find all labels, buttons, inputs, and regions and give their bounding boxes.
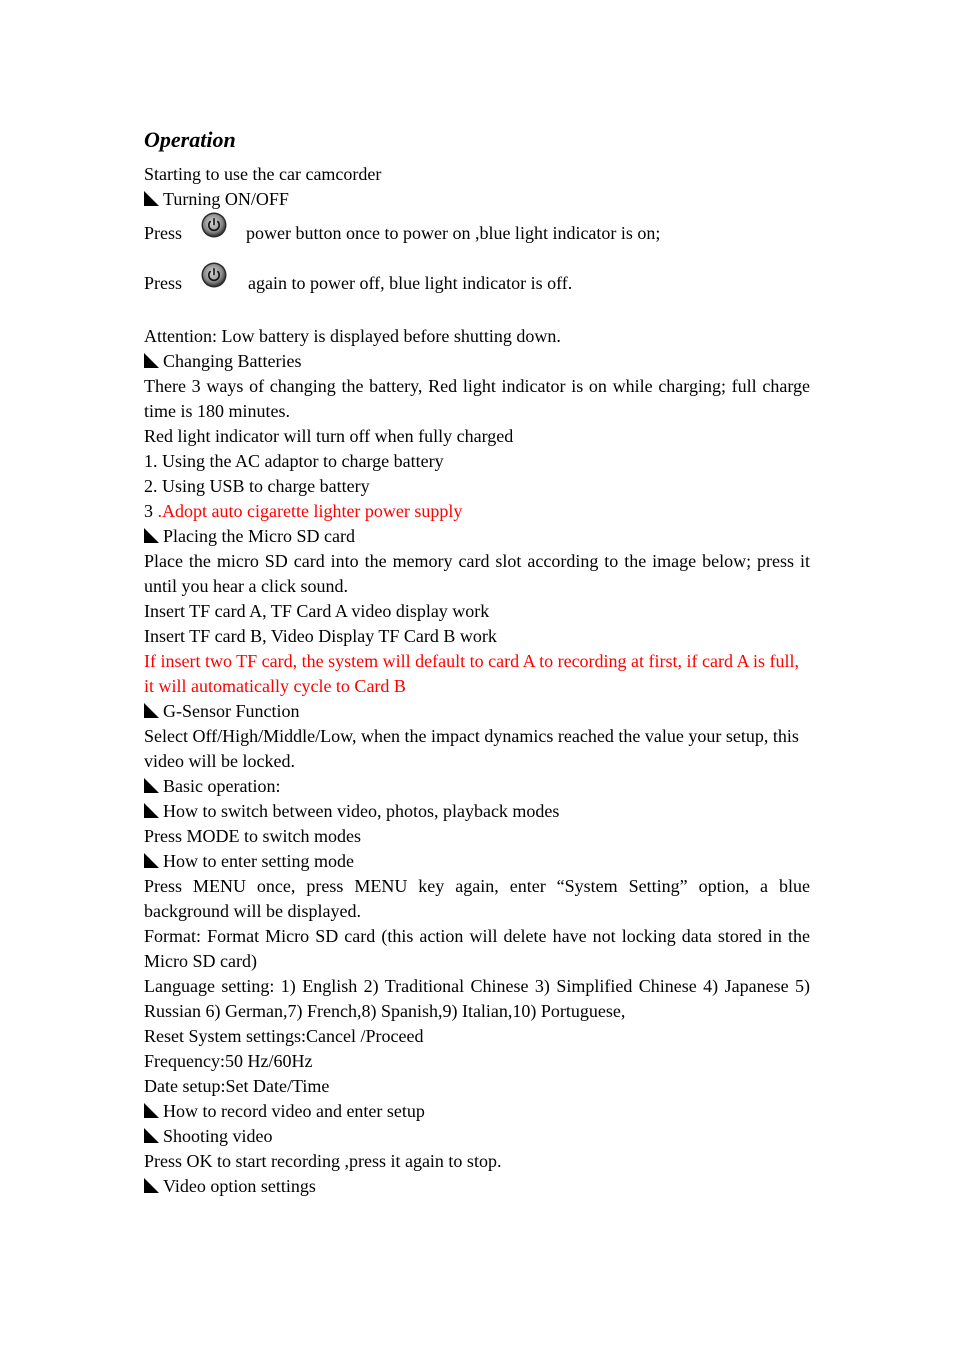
subsection-title: Turning ON/OFF [163, 189, 289, 209]
subsection-g-sensor [144, 699, 810, 724]
subsection-turning-on-off [144, 187, 810, 212]
paragraph: There 3 ways of changing the battery, Red light indicator is on while charging; full charge time is 180 minutes. [144, 376, 810, 421]
subsection-video-options [144, 1174, 810, 1199]
power-button-icon [201, 262, 227, 288]
triangle-bullet-icon [144, 803, 159, 818]
paragraph: Insert TF card A, TF Card A video display work [144, 601, 490, 621]
subsection-title: Video option settings [163, 1176, 316, 1196]
power-on-text: power button once to power on ,blue light indicator is on; [246, 223, 661, 243]
paragraph: Reset System settings:Cancel /Proceed [144, 1026, 424, 1046]
triangle-bullet-icon [144, 1128, 159, 1143]
paragraph: Press MODE to switch modes [144, 826, 361, 846]
power-off-text: again to power off, blue light indicator is off. [248, 273, 573, 293]
section-heading: Operation [144, 127, 236, 152]
subsection-title: How to record video and enter setup [163, 1101, 425, 1121]
subsection-record-video [144, 1099, 810, 1124]
subsection-title: Changing Batteries [163, 351, 302, 371]
subsection-title: How to enter setting mode [163, 851, 354, 871]
paragraph: Language setting: 1) English 2) Traditional Chinese 3) Simplified Chinese 4) Japanese 5) Russian 6) German,7) French,8) Spanish,9) Italian,10) Portuguese, [144, 976, 810, 1021]
triangle-bullet-icon [144, 1103, 159, 1118]
press-label: Press [144, 273, 183, 293]
power-on-row [144, 212, 810, 262]
triangle-bullet-icon [144, 1178, 159, 1193]
paragraph: Date setup:Set Date/Time [144, 1076, 330, 1096]
subsection-switch-modes [144, 799, 810, 824]
paragraph: Select Off/High/Middle/Low, when the impact dynamics reached the value your setup, this video will be locked. [144, 726, 799, 771]
highlighted-paragraph: If insert two TF card, the system will default to card A to recording at first, if card A is full, it will automatically cycle to Card B [144, 651, 800, 696]
paragraph: Press MENU once, press MENU key again, enter “System Setting” option, a blue background will be displayed. [144, 876, 810, 921]
highlighted-text: .Adopt auto cigarette lighter power supply [157, 501, 463, 521]
subsection-title: G-Sensor Function [163, 701, 300, 721]
power-button-icon [201, 212, 227, 238]
paragraph: Place the micro SD card into the memory card slot according to the image below; press it until you hear a click sound. [144, 551, 810, 596]
press-label: Press [144, 223, 183, 243]
subsection-title: Shooting video [163, 1126, 273, 1146]
spacer [144, 312, 810, 324]
triangle-bullet-icon [144, 191, 159, 206]
subsection-title: How to switch between video, photos, playback modes [163, 801, 560, 821]
document-page [144, 125, 810, 1199]
subsection-setting-mode [144, 849, 810, 874]
subsection-title: Basic operation: [163, 776, 281, 796]
attention-line: Attention: Low battery is displayed before shutting down. [144, 326, 561, 346]
subsection-changing-batteries [144, 349, 810, 374]
triangle-bullet-icon [144, 778, 159, 793]
paragraph: Format: Format Micro SD card (this action will delete have not locking data stored in the Micro SD card) [144, 926, 810, 971]
subsection-micro-sd [144, 524, 810, 549]
paragraph: Insert TF card B, Video Display TF Card B work [144, 626, 497, 646]
triangle-bullet-icon [144, 853, 159, 868]
intro-line: Starting to use the car camcorder [144, 164, 382, 184]
paragraph: Frequency:50 Hz/60Hz [144, 1051, 313, 1071]
subsection-title: Placing the Micro SD card [163, 526, 355, 546]
list-item: 2. Using USB to charge battery [144, 476, 370, 496]
triangle-bullet-icon [144, 353, 159, 368]
paragraph: Press OK to start recording ,press it again to stop. [144, 1151, 502, 1171]
subsection-shooting-video [144, 1124, 810, 1149]
subsection-basic-operation [144, 774, 810, 799]
list-item: 1. Using the AC adaptor to charge battery [144, 451, 444, 471]
triangle-bullet-icon [144, 703, 159, 718]
paragraph: Red light indicator will turn off when fully charged [144, 426, 514, 446]
list-item-number: 3 [144, 501, 158, 521]
triangle-bullet-icon [144, 528, 159, 543]
power-off-row [144, 262, 810, 312]
list-item [144, 499, 810, 524]
